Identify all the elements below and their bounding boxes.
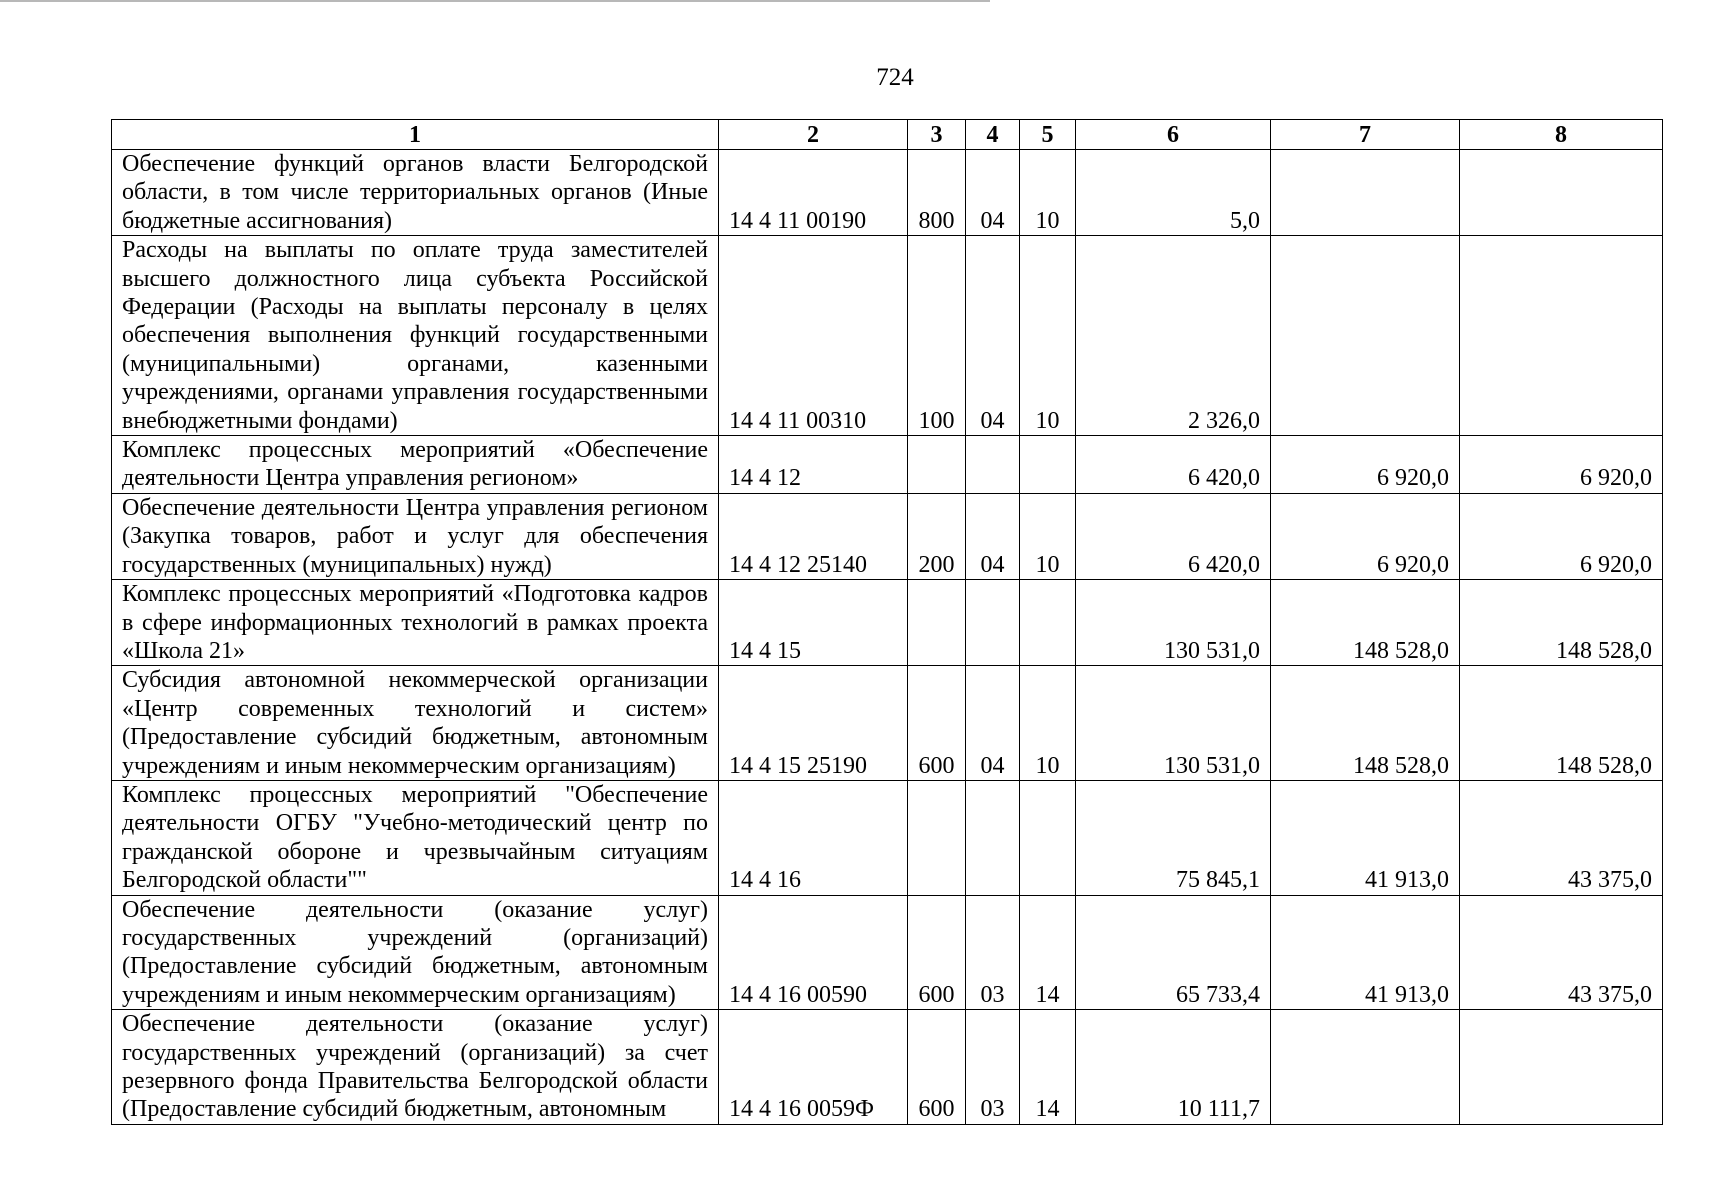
row-code: 14 4 15 25190 (719, 666, 908, 781)
header-row (112, 120, 1663, 150)
table-row (112, 236, 1663, 436)
row-expense-type (908, 436, 966, 494)
row-code: 14 4 11 00190 (719, 150, 908, 236)
row-name: Комплекс процессных мероприятий «Обеспечение деятельности Центра управления регионом» (112, 436, 719, 494)
row-name: Обеспечение деятельности Центра управления регионом (Закупка товаров, работ и услуг для обеспечения государственных (муниципальных) нужд) (112, 493, 719, 579)
row-section: 04 (966, 666, 1020, 781)
row-amount-col6: 10 111,7 (1076, 1010, 1271, 1125)
table-row (112, 895, 1663, 1010)
row-amount-col7: 41 913,0 (1271, 780, 1460, 895)
row-amount-col7 (1271, 1010, 1460, 1125)
row-subsection: 10 (1020, 493, 1076, 579)
table-row (112, 436, 1663, 494)
column-header: 7 (1271, 120, 1460, 150)
scan-edge-line (0, 0, 990, 2)
row-amount-col6: 130 531,0 (1076, 580, 1271, 666)
row-subsection (1020, 436, 1076, 494)
row-section: 04 (966, 493, 1020, 579)
column-header: 3 (908, 120, 966, 150)
row-name: Обеспечение деятельности (оказание услуг) государственных учреждений (организаций) (Предоставление субсидий бюджетным, автономным учреждениям и иным некоммерческим организациям) (112, 895, 719, 1010)
row-expense-type: 800 (908, 150, 966, 236)
row-code: 14 4 11 00310 (719, 236, 908, 436)
row-code: 14 4 15 (719, 580, 908, 666)
row-expense-type (908, 780, 966, 895)
table-row (112, 493, 1663, 579)
row-name: Комплекс процессных мероприятий "Обеспечение деятельности ОГБУ "Учебно-методический центр по гражданской обороне и чрезвычайным ситуациям Белгородской области"" (112, 780, 719, 895)
row-name: Расходы на выплаты по оплате труда заместителей высшего должностного лица субъекта Российской Федерации (Расходы на выплаты персоналу в целях обеспечения выполнения функций государственными (муниципальными) органами, казенными учреждениями, органами управления государственными внебюджетными фондами) (112, 236, 719, 436)
row-section (966, 580, 1020, 666)
row-expense-type (908, 580, 966, 666)
row-expense-type: 600 (908, 666, 966, 781)
row-code: 14 4 12 (719, 436, 908, 494)
row-amount-col6: 6 420,0 (1076, 493, 1271, 579)
row-amount-col8 (1460, 236, 1663, 436)
row-code: 14 4 12 25140 (719, 493, 908, 579)
row-section (966, 780, 1020, 895)
row-amount-col6: 6 420,0 (1076, 436, 1271, 494)
row-amount-col8 (1460, 150, 1663, 236)
page-number: 724 (876, 64, 914, 91)
row-amount-col7 (1271, 150, 1460, 236)
row-amount-col8: 43 375,0 (1460, 895, 1663, 1010)
column-header: 6 (1076, 120, 1271, 150)
row-amount-col8: 6 920,0 (1460, 493, 1663, 579)
row-amount-col7 (1271, 236, 1460, 436)
row-amount-col6: 130 531,0 (1076, 666, 1271, 781)
row-amount-col6: 2 326,0 (1076, 236, 1271, 436)
row-amount-col7: 148 528,0 (1271, 580, 1460, 666)
row-amount-col8: 43 375,0 (1460, 780, 1663, 895)
row-name: Субсидия автономной некоммерческой организации «Центр современных технологий и систем» (Предоставление субсидий бюджетным, автономным учреждениям и иным некоммерческим организациям) (112, 666, 719, 781)
row-subsection: 14 (1020, 895, 1076, 1010)
row-name: Комплекс процессных мероприятий «Подготовка кадров в сфере информационных технологий в рамках проекта «Школа 21» (112, 580, 719, 666)
row-amount-col7: 6 920,0 (1271, 436, 1460, 494)
row-subsection (1020, 580, 1076, 666)
row-amount-col7: 148 528,0 (1271, 666, 1460, 781)
row-expense-type: 600 (908, 895, 966, 1010)
row-section: 03 (966, 1010, 1020, 1125)
column-header: 1 (112, 120, 719, 150)
table-row (112, 1010, 1663, 1125)
row-code: 14 4 16 0059Ф (719, 1010, 908, 1125)
row-expense-type: 200 (908, 493, 966, 579)
row-section: 03 (966, 895, 1020, 1010)
table-row (112, 666, 1663, 781)
row-section (966, 436, 1020, 494)
column-header: 2 (719, 120, 908, 150)
row-amount-col8: 148 528,0 (1460, 580, 1663, 666)
row-amount-col8: 6 920,0 (1460, 436, 1663, 494)
row-code: 14 4 16 00590 (719, 895, 908, 1010)
row-subsection: 14 (1020, 1010, 1076, 1125)
column-header: 5 (1020, 120, 1076, 150)
table-row (112, 150, 1663, 236)
row-name: Обеспечение функций органов власти Белгородской области, в том числе территориальных органов (Иные бюджетные ассигнования) (112, 150, 719, 236)
row-subsection: 10 (1020, 236, 1076, 436)
row-subsection: 10 (1020, 666, 1076, 781)
table-row (112, 580, 1663, 666)
budget-table (111, 119, 1663, 1125)
column-header: 8 (1460, 120, 1663, 150)
row-subsection: 10 (1020, 150, 1076, 236)
row-amount-col8 (1460, 1010, 1663, 1125)
row-amount-col6: 5,0 (1076, 150, 1271, 236)
table-row (112, 780, 1663, 895)
row-code: 14 4 16 (719, 780, 908, 895)
row-expense-type: 100 (908, 236, 966, 436)
row-name: Обеспечение деятельности (оказание услуг) государственных учреждений (организаций) за счет резервного фонда Правительства Белгородской области (Предоставление субсидий бюджетным, автономным (112, 1010, 719, 1125)
row-subsection (1020, 780, 1076, 895)
row-amount-col7: 41 913,0 (1271, 895, 1460, 1010)
row-amount-col6: 65 733,4 (1076, 895, 1271, 1010)
row-amount-col8: 148 528,0 (1460, 666, 1663, 781)
row-section: 04 (966, 236, 1020, 436)
column-header: 4 (966, 120, 1020, 150)
row-expense-type: 600 (908, 1010, 966, 1125)
row-section: 04 (966, 150, 1020, 236)
row-amount-col6: 75 845,1 (1076, 780, 1271, 895)
row-amount-col7: 6 920,0 (1271, 493, 1460, 579)
